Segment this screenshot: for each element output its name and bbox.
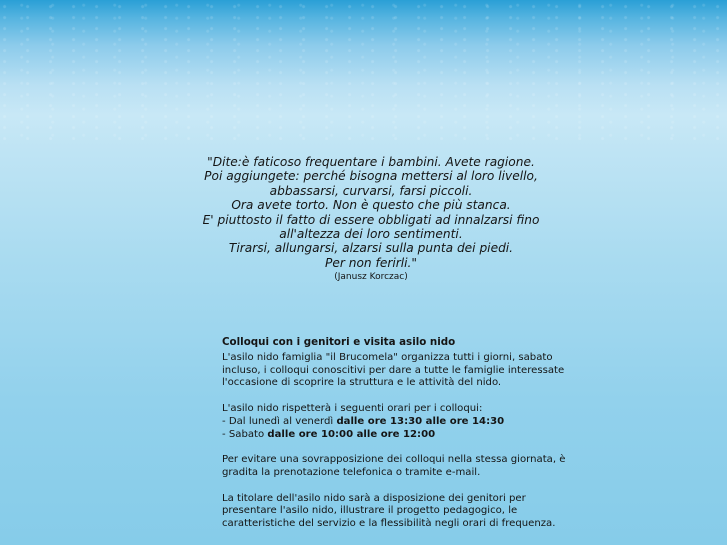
quote-line: E' piuttosto il fatto di essere obbligati ad innalzarsi fino xyxy=(202,212,540,227)
schedule-day-label: - Sabato xyxy=(222,428,268,440)
owner-paragraph xyxy=(222,493,602,531)
booking-line: Per evitare una sovrapposizione dei colloqui nella stessa giornata, è xyxy=(222,454,566,466)
schedule-hours: dalle ore 10:00 alle ore 12:00 xyxy=(267,428,436,440)
quote-line: Per non ferirli." xyxy=(325,255,417,270)
quote-line: Ora avete torto. Non è questo che più stanca. xyxy=(231,198,511,213)
colloqui-section xyxy=(222,336,602,544)
korczak-quote xyxy=(160,155,582,284)
schedule-weekdays xyxy=(222,416,602,429)
schedule-paragraph xyxy=(222,403,602,441)
quote-line: abbassarsi, curvarsi, farsi piccoli. xyxy=(269,183,473,198)
booking-line: gradita la prenotazione telefonica o tramite e-mail. xyxy=(222,466,481,478)
quote-line: Poi aggiungete: perché bisogna mettersi al loro livello, xyxy=(204,169,538,184)
booking-paragraph xyxy=(222,454,602,480)
intro-line: incluso, i colloqui conoscitivi per dare a tutte le famiglie interessate xyxy=(222,364,565,376)
schedule-day-label: - Dal lunedì al venerdì xyxy=(222,415,337,427)
quote-line: Tirarsi, allungarsi, alzarsi sulla punta dei piedi. xyxy=(228,241,514,256)
quote-author: (Janusz Korczac) xyxy=(334,272,408,283)
schedule-intro: L'asilo nido rispetterà i seguenti orari per i colloqui: xyxy=(222,402,483,414)
section-heading: Colloqui con i genitori e visita asilo nido xyxy=(222,336,456,348)
intro-paragraph xyxy=(222,352,602,390)
schedule-hours: dalle ore 13:30 alle ore 14:30 xyxy=(336,415,505,427)
owner-line: presentare l'asilo nido, illustrare il progetto pedagogico, le xyxy=(222,505,518,517)
owner-line: La titolare dell'asilo nido sarà a disposizione dei genitori per xyxy=(222,492,526,504)
schedule-saturday xyxy=(222,429,602,442)
intro-line: l'occasione di scoprire la struttura e le attività del nido. xyxy=(222,377,502,389)
owner-line: caratteristiche del servizio e la flessibilità negli orari di frequenza. xyxy=(222,518,556,530)
header-background xyxy=(0,0,727,140)
quote-line: "Dite:è faticoso frequentare i bambini. Avete ragione. xyxy=(207,155,535,169)
quote-line: all'altezza dei loro sentimenti. xyxy=(279,227,463,242)
intro-line: L'asilo nido famiglia "il Brucomela" organizza tutti i giorni, sabato xyxy=(222,351,553,363)
